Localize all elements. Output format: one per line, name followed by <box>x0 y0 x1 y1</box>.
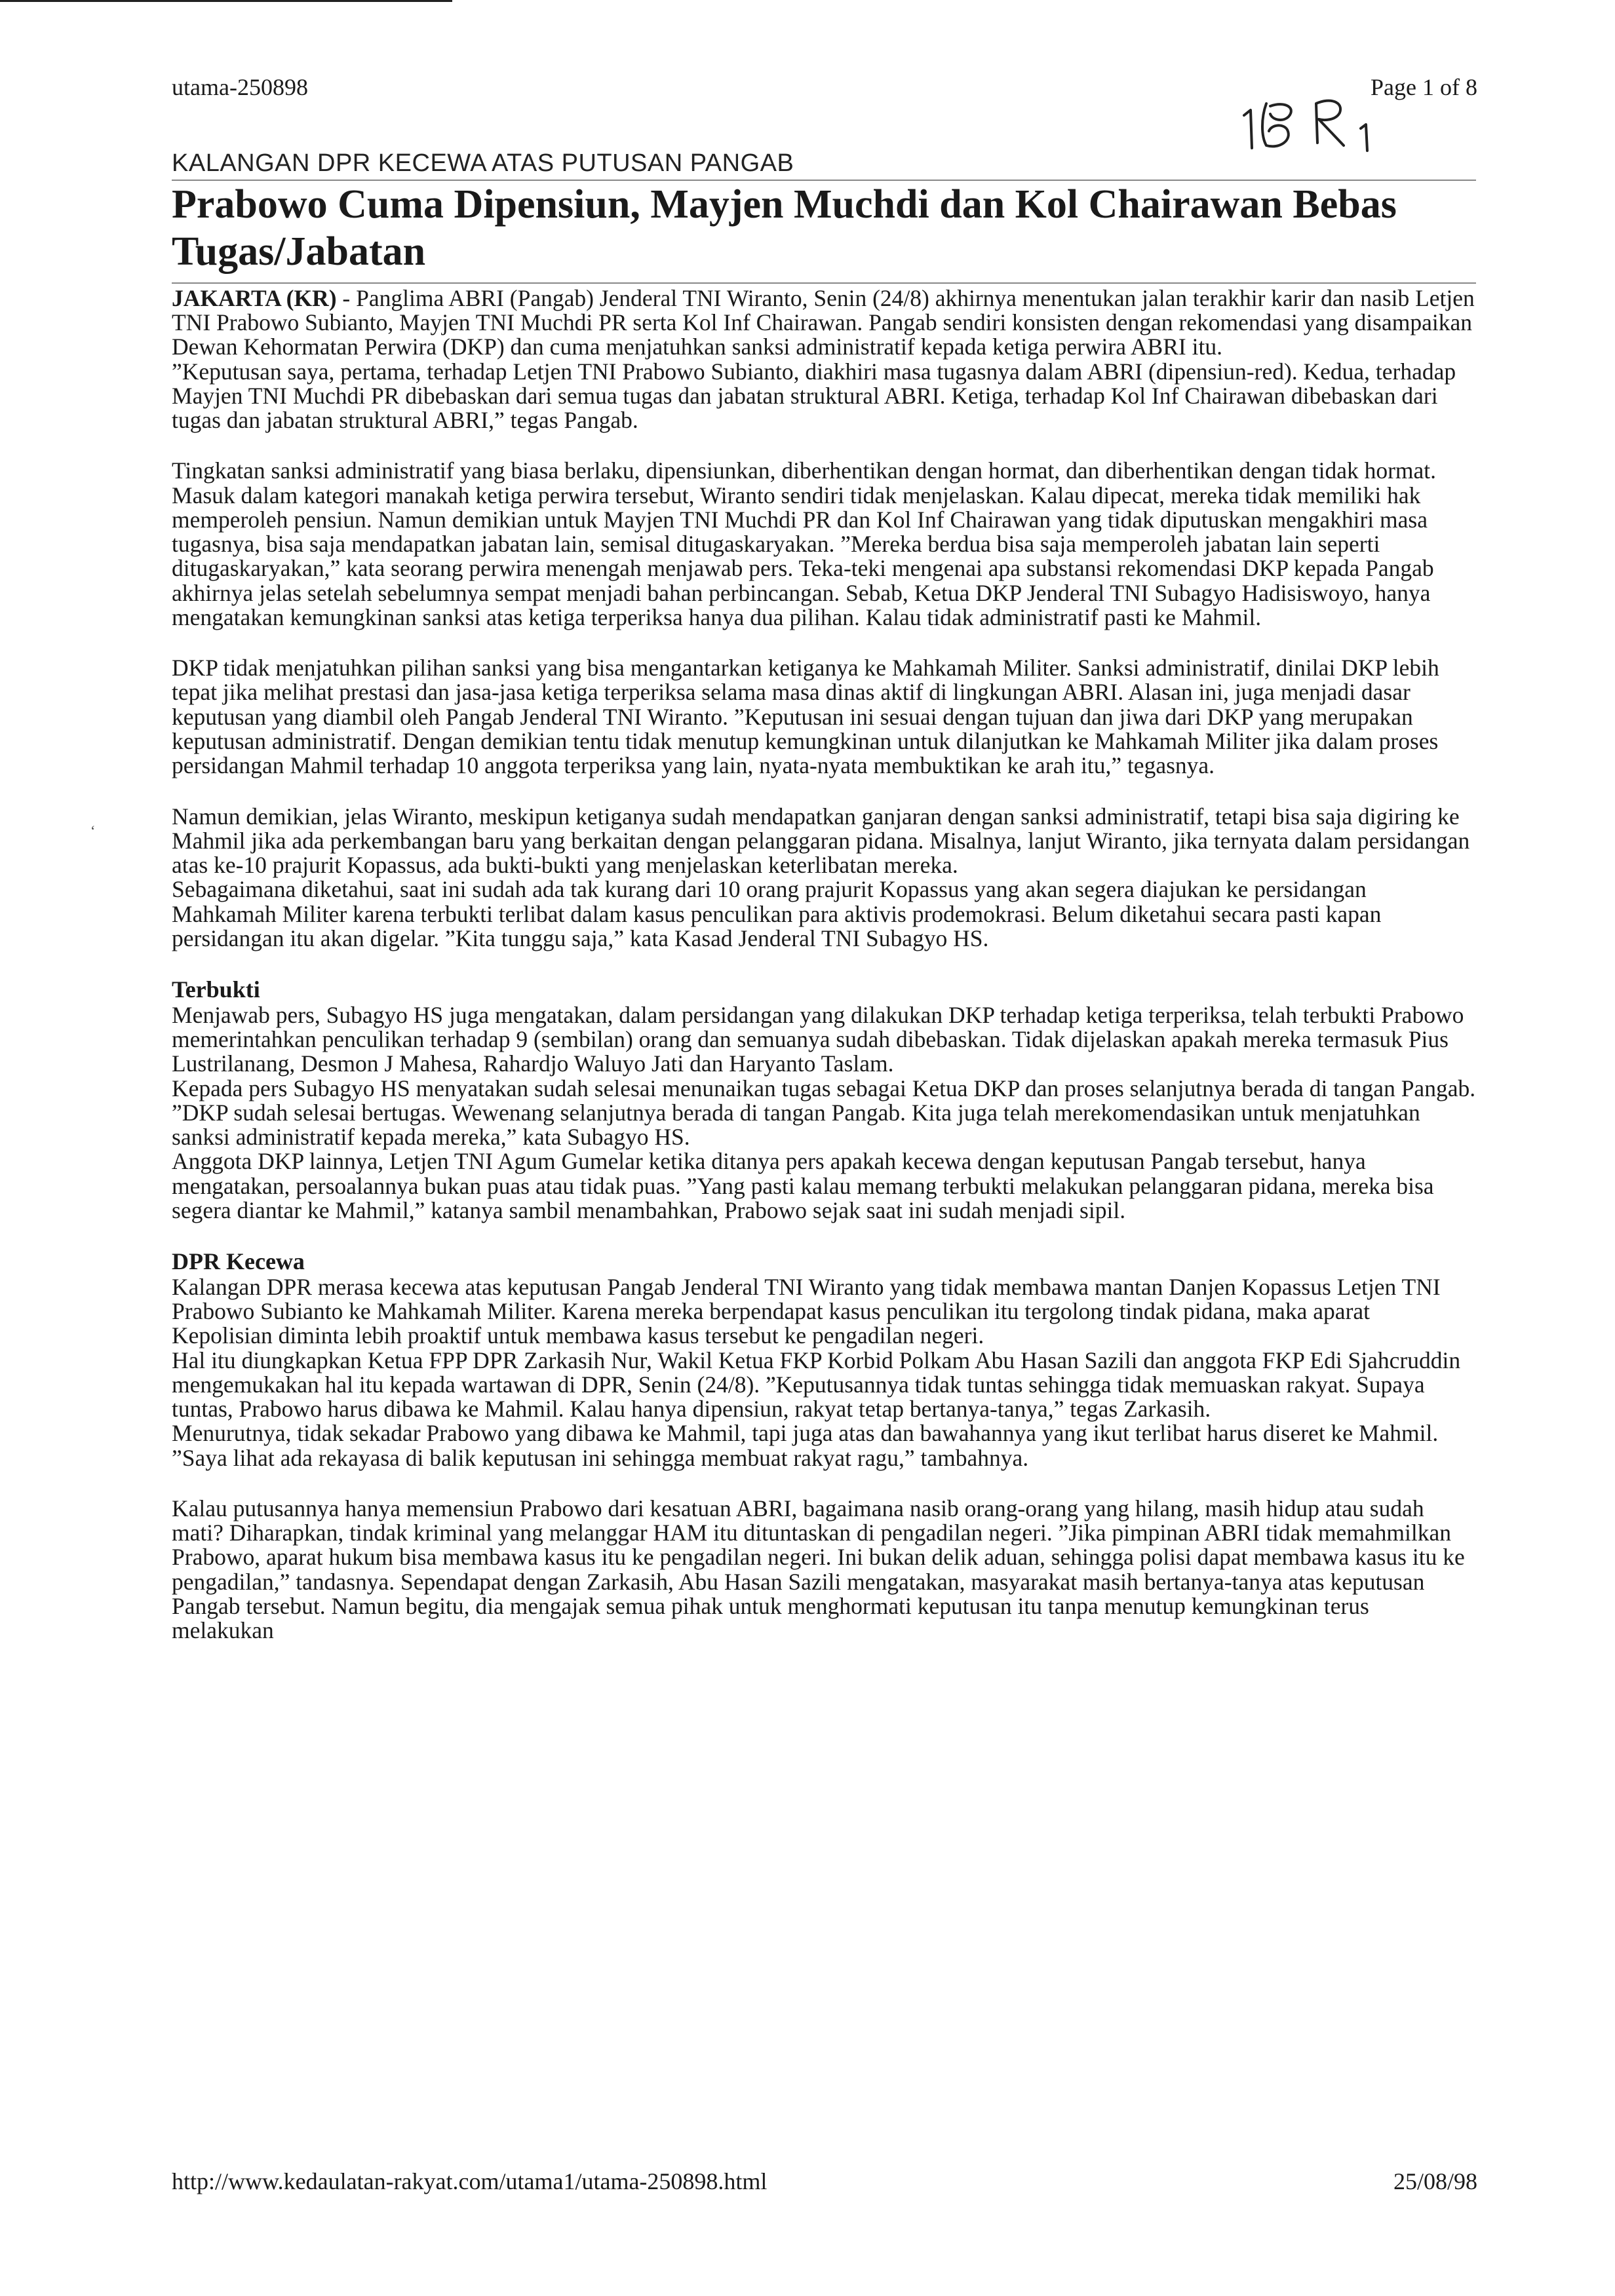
document-id: utama-250898 <box>172 74 308 100</box>
print-date: 25/08/98 <box>1393 2168 1477 2194</box>
article-kicker: KALANGAN DPR KECEWA ATAS PUTUSAN PANGAB <box>172 149 794 177</box>
headline-rule <box>172 282 1476 284</box>
scan-speck: ‘ <box>90 822 96 839</box>
paragraph: Kalau putusannya hanya memensiun Prabowo dari kesatuan ABRI, bagaimana nasib orang-orang yang hilang, masih hidup atau sudah mati? Diharapkan, tindak kriminal yang melanggar HAM itu dituntaskan di pengadilan negeri. ”Jika pimpinan ABRI tidak memahmilkan Prabowo, aparat hukum bisa membawa kasus itu ke pengadilan negeri. Ini bukan delik aduan, sehingga polisi dapat membawa kasus itu ke pengadilan,” tandasnya. Sependapat dengan Zarkasih, Abu Hasan Sazili mengatakan, masyarakat masih bertanya-tanya atas keputusan Pangab tersebut. Namun begitu, dia mengajak semua pihak untuk menghormati keputusan itu tanpa menutup kemungkinan terus melakukan <box>172 1495 1465 1644</box>
lead-text: - Panglima ABRI (Pangab) Jenderal TNI Wiranto, Senin (24/8) akhirnya menentukan jalan terakhir karir dan nasib Letjen TNI Prabowo Subianto, Mayjen TNI Muchdi PR serta Kol Inf Chairawan. Pangab sendiri konsisten dengan rekomendasi yang disampaikan Dewan Kehormatan Perwira (DKP) dan cuma menjatuhkan sanksi administratif kepada ketiga perwira ABRI itu. <box>172 284 1475 360</box>
paragraph: Anggota DKP lainnya, Letjen TNI Agum Gumelar ketika ditanya pers apakah kecewa dengan keputusan Pangab tersebut, hanya mengatakan, persoalannya bukan puas atau tidak puas. ”Yang pasti kalau memang terbukti melakukan pelanggaran pidana, mereka bisa segera diantar ke Mahmil,” katanya sambil menambahkan, Prabowo sejak saat ini sudah menjadi sipil. <box>172 1148 1434 1223</box>
source-url: http://www.kedaulatan-rakyat.com/utama1/utama-250898.html <box>172 2168 768 2194</box>
lead-paragraph <box>172 286 1476 360</box>
subheading-terbukti: Terbukti <box>172 976 260 1003</box>
paragraph: Sebagaimana diketahui, saat ini sudah ada tak kurang dari 10 orang prajurit Kopassus yang akan segera diajukan ke persidangan Mahkamah Militer karena terbukti terlibat dalam kasus penculikan para aktivis prodemokrasi. Belum diketahui secara pasti kapan persidangan itu akan digelar. ”Kita tunggu saja,” kata Kasad Jenderal TNI Subagyo HS. <box>172 876 1382 951</box>
paragraph: Namun demikian, jelas Wiranto, meskipun ketiganya sudah mendapatkan ganjaran dengan sanksi administratif, tetapi bisa saja digiring ke Mahmil jika ada perkembangan baru yang berkaitan dengan pelanggaran pidana. Misalnya, lanjut Wiranto, jika ternyata dalam persidangan atas ke-10 prajurit Kopassus, ada bukti-bukti yang menjelaskan keterlibatan mereka. <box>172 803 1470 879</box>
paragraph: ”Keputusan saya, pertama, terhadap Letjen TNI Prabowo Subianto, diakhiri masa tugasnya dalam ABRI (dipensiun-red). Kedua, terhadap Mayjen TNI Muchdi PR dibebaskan dari semua tugas dan jabatan struktural ABRI. Ketiga, terhadap Kol Inf Chairawan dibebaskan dari tugas dan jabatan struktural ABRI,” tegas Pangab. <box>172 358 1456 434</box>
article <box>172 149 1476 1643</box>
paragraph: DKP tidak menjatuhkan pilihan sanksi yang bisa mengantarkan ketiganya ke Mahkamah Militer. Sanksi administratif, dinilai DKP lebih tepat jika melihat prestasi dan jasa-jasa ketiga terperiksa selama masa dinas aktif di lingkungan ABRI. Alasan ini, juga menjadi dasar keputusan yang diambil oleh Pangab Jenderal TNI Wiranto. ”Keputusan ini sesuai dengan tujuan dan jiwa dari DKP yang merupakan keputusan administratif. Dengan demikian tentu tidak menutup kemungkinan untuk dilanjutkan ke Mahkamah Militer jika dalam proses persidangan Mahmil terhadap 10 anggota terperiksa yang lain, nyata-nyata membuktikan ke arah itu,” tegasnya. <box>172 655 1439 779</box>
subheading-dpr-kecewa: DPR Kecewa <box>172 1248 305 1275</box>
paragraph: Hal itu diungkapkan Ketua FPP DPR Zarkasih Nur, Wakil Ketua FKP Korbid Polkam Abu Hasan Sazili dan anggota FKP Edi Sjahcruddin mengemukakan hal itu kepada wartawan di DPR, Senin (24/8). ”Keputusannya tidak tuntas sehingga tidak memuaskan rakyat. Supaya tuntas, Prabowo harus dibawa ke Mahmil. Kalau hanya dipensiun, rakyat tetap bertanya-tanya,” tegas Zarkasih. <box>172 1347 1461 1423</box>
article-headline: Prabowo Cuma Dipensiun, Mayjen Muchdi dan Kol Chairawan Bebas Tugas/Jabatan <box>172 182 1397 275</box>
paragraph: Menurutnya, tidak sekadar Prabowo yang dibawa ke Mahmil, tapi juga atas dan bawahannya yang ikut terlibat harus diseret ke Mahmil. ”Saya lihat ada rekayasa di balik keputusan ini sehingga membuat rakyat ragu,” tambahnya. <box>172 1420 1439 1471</box>
paragraph: Kepada pers Subagyo HS menyatakan sudah selesai menunaikan tugas sebagai Ketua DKP dan proses selanjutnya berada di tangan Pangab. ”DKP sudah selesai bertugas. Wewenang selanjutnya berada di tangan Pangab. Kita juga telah merekomendasikan untuk menjatuhkan sanksi administratif kepada mereka,” kata Subagyo HS. <box>172 1075 1476 1151</box>
kicker-row <box>172 149 1476 181</box>
paragraph: Tingkatan sanksi administratif yang biasa berlaku, dipensiunkan, diberhentikan dengan hormat, dan diberhentikan dengan tidak hormat. Masuk dalam kategori manakah ketiga perwira tersebut, Wiranto sendiri tidak menjelaskan. Kalau dipecat, mereka tidak memiliki hak memperoleh pensiun. Namun demikian untuk Mayjen TNI Muchdi PR dan Kol Inf Chairawan yang tidak diputuskan mengakhiri masa tugasnya, bisa saja mendapatkan jabatan lain, semisal ditugaskaryakan. ”Mereka berdua bisa saja memperoleh jabatan lain seperti ditugaskaryakan,” kata seorang perwira menengah menjawab pers. Teka-teki mengenai apa substansi rekomendasi DKP kepada Pangab akhirnya jelas setelah sebelumnya sempat menjadi bahan perbincangan. Sebab, Ketua DKP Jenderal TNI Subagyo Hadisiswoyo, hanya mengatakan kemungkinan sanksi atas ketiga terperiksa hanya dua pilihan. Kalau tidak administratif pasti ke Mahmil. <box>172 457 1437 630</box>
page-number: Page 1 of 8 <box>1371 74 1477 100</box>
paragraph: Menjawab pers, Subagyo HS juga mengatakan, dalam persidangan yang dilakukan DKP terhadap ketiga terperiksa, telah terbukti Prabowo memerintahkan penculikan terhadap 9 (sembilan) orang dan semuanya sudah dibebaskan. Tidak dijelaskan apakah mereka termasuk Pius Lustrilanang, Desmon J Mahesa, Rahardjo Waluyo Jati dan Haryanto Taslam. <box>172 1001 1464 1077</box>
dateline: JAKARTA (KR) <box>172 284 337 311</box>
paragraph: Kalangan DPR merasa kecewa atas keputusan Pangab Jenderal TNI Wiranto yang tidak membawa mantan Danjen Kopassus Letjen TNI Prabowo Subianto ke Mahkamah Militer. Karena mereka berpendapat kasus penculikan itu tergolong tindak pidana, maka aparat Kepolisian diminta lebih proaktif untuk membawa kasus tersebut ke pengadilan negeri. <box>172 1273 1441 1349</box>
scan-edge-line <box>0 0 452 2</box>
article-body <box>172 286 1476 1643</box>
